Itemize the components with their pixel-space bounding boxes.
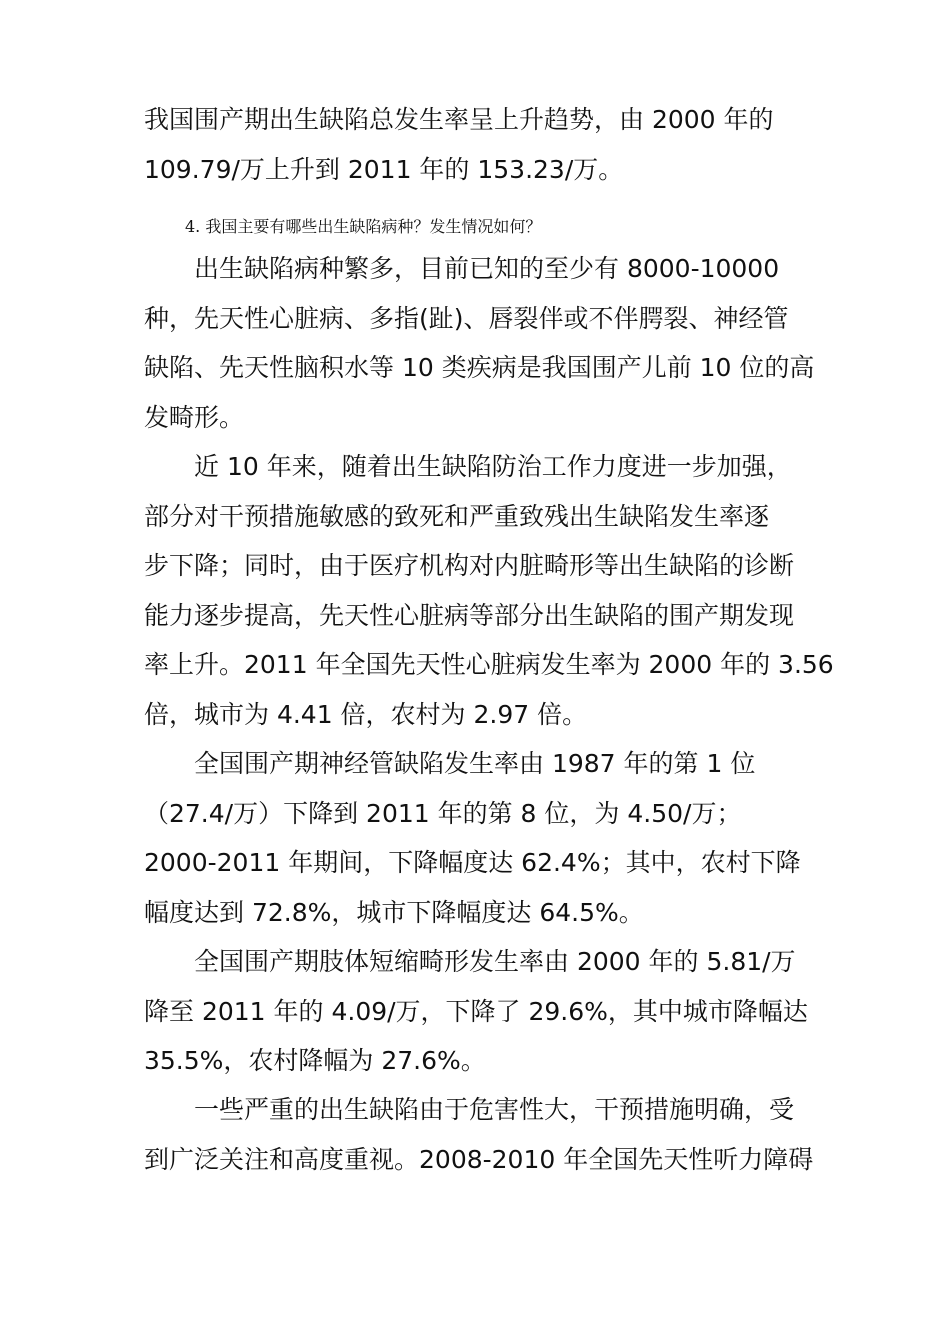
paragraph-line: 发畸形。 — [144, 402, 245, 432]
paragraph-line: 能力逐步提高，先天性心脏病等部分出生缺陷的围产期发现 — [144, 600, 795, 630]
paragraph-line: （27.4/万）下降到 2011 年的第 8 位，为 4.50/万； — [144, 798, 742, 828]
paragraph-disease-types — [144, 244, 816, 442]
paragraph-line: 倍，城市为 4.41 倍，农村为 2.97 倍。 — [144, 699, 588, 729]
paragraph-line: 全国围产期肢体短缩畸形发生率由 2000 年的 5.81/万 — [194, 947, 796, 976]
paragraph-line: 步下降；同时，由于医疗机构对内脏畸形等出生缺陷的诊断 — [144, 551, 795, 580]
paragraph-line: 一些严重的出生缺陷由于危害性大，干预措施明确，受 — [194, 1095, 795, 1124]
section-heading: 4. 我国主要有哪些出生缺陷病种？发生情况如何？ — [185, 217, 542, 236]
paragraph-limb-reduction — [144, 937, 816, 1086]
paragraph-line: 种，先天性心脏病、多指(趾)、唇裂伴或不伴腭裂、神经管 — [144, 303, 789, 333]
intro-line-1: 我国围产期出生缺陷总发生率呈上升趋势，由 2000 年的 — [144, 105, 774, 134]
intro-line-2: 109.79/万上升到 2011 年的 153.23/万。 — [144, 154, 624, 184]
paragraph-line: 幅度达到 72.8%，城市下降幅度达 64.5%。 — [144, 897, 644, 927]
paragraph-severe-defects — [144, 1085, 816, 1184]
paragraph-line: 2000-2011 年期间，下降幅度达 62.4%；其中，农村下降 — [144, 848, 801, 877]
paragraph-neural-tube — [144, 739, 816, 937]
intro-paragraph — [144, 95, 816, 194]
paragraph-line: 率上升。2011 年全国先天性心脏病发生率为 2000 年的 3.56 — [144, 650, 834, 679]
paragraph-line: 降至 2011 年的 4.09/万，下降了 29.6%，其中城市降幅达 — [144, 996, 808, 1026]
paragraph-line: 35.5%，农村降幅为 27.6%。 — [144, 1046, 486, 1075]
paragraph-recent-decade — [144, 442, 834, 739]
paragraph-line: 部分对干预措施敏感的致死和严重致残出生缺陷发生率逐 — [144, 501, 770, 531]
paragraph-line: 全国围产期神经管缺陷发生率由 1987 年的第 1 位 — [194, 749, 756, 778]
paragraph-line: 到广泛关注和高度重视。2008-2010 年全国先天性听力障碍 — [144, 1144, 814, 1174]
paragraph-line: 出生缺陷病种繁多，目前已知的至少有 8000-10000 — [194, 254, 780, 283]
paragraph-line: 缺陷、先天性脑积水等 10 类疾病是我国围产儿前 10 位的高 — [144, 353, 815, 382]
paragraph-line: 近 10 年来，随着出生缺陷防治工作力度进一步加强， — [194, 452, 792, 481]
